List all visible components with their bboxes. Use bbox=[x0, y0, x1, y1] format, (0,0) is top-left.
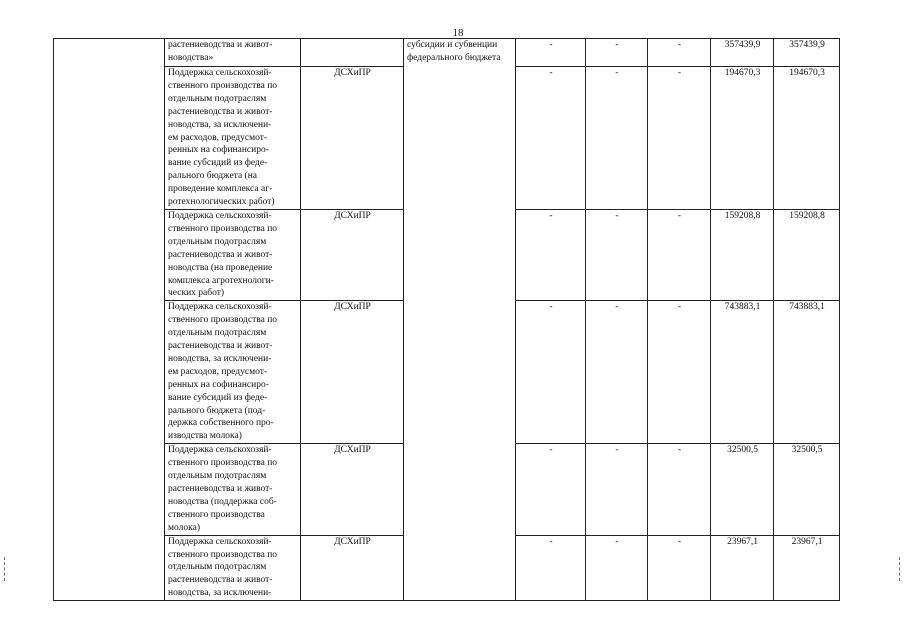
scan-edge-mark-left bbox=[4, 557, 9, 581]
amount-cell: 194670,3 bbox=[711, 67, 774, 210]
column-3-cell: - bbox=[648, 39, 711, 67]
total-cell: 23967,1 bbox=[774, 535, 840, 601]
row-executor: ДСХиПР bbox=[334, 445, 371, 456]
amount-cell: 159208,8 bbox=[711, 209, 774, 300]
executor-cell bbox=[301, 535, 404, 601]
total-cell: 357439,9 bbox=[774, 39, 840, 67]
row-description: Поддержка сельскохозяй- ственного производства по отдельным подотраслям растениеводства и живот- новодства (поддержка соб- ственного производства молока) bbox=[168, 445, 278, 533]
description-cell bbox=[165, 444, 301, 535]
executor-cell bbox=[301, 444, 404, 535]
description-cell bbox=[165, 535, 301, 601]
total-cell: 743883,1 bbox=[774, 301, 840, 444]
column-2-cell: - bbox=[586, 301, 648, 444]
row-description: Поддержка сельскохозяй- ственного производства по отдельным подотраслям растениеводства и живот- новодства, за исключени- ем расходов, предусмот- ренных на софинансиро- вание субсидий из феде- рального бюджета (под- держка собственного про- изводства молока) bbox=[168, 302, 278, 442]
column-2-cell: - bbox=[586, 209, 648, 300]
row-description: Поддержка сельскохозяй- ственного производства по отдельным подотраслям растениеводства и живот- новодства (на проведение комплекса агротехнологи- ческих работ) bbox=[168, 210, 278, 299]
column-1-cell: - bbox=[516, 444, 586, 535]
amount-cell: 743883,1 bbox=[711, 301, 774, 444]
total-cell: 32500,5 bbox=[774, 444, 840, 535]
column-1-cell: - bbox=[516, 301, 586, 444]
amount-cell: 23967,1 bbox=[711, 535, 774, 601]
source-cell bbox=[404, 39, 516, 601]
column-1-cell: - bbox=[516, 39, 586, 67]
description-cell bbox=[165, 39, 301, 67]
column-3-cell: - bbox=[648, 67, 711, 210]
column-2-cell: - bbox=[586, 67, 648, 210]
description-cell bbox=[165, 301, 301, 444]
scan-edge-mark-right bbox=[899, 557, 904, 581]
column-2-cell: - bbox=[586, 535, 648, 601]
row-executor: ДСХиПР bbox=[334, 210, 371, 221]
executor-cell bbox=[301, 301, 404, 444]
description-cell bbox=[165, 67, 301, 210]
column-1-cell: - bbox=[516, 535, 586, 601]
row-executor: ДСХиПР bbox=[334, 302, 371, 313]
row-description: растениеводства и живот- новодства» bbox=[168, 40, 273, 63]
row-source: субсидии и субвенции федерального бюджета bbox=[407, 40, 501, 63]
executor-cell bbox=[301, 39, 404, 67]
page-number: 18 bbox=[452, 27, 464, 39]
total-cell: 159208,8 bbox=[774, 209, 840, 300]
column-3-cell: - bbox=[648, 444, 711, 535]
executor-cell bbox=[301, 67, 404, 210]
column-2-cell: - bbox=[586, 39, 648, 67]
row-executor: ДСХиПР bbox=[334, 68, 371, 78]
description-cell bbox=[165, 209, 301, 300]
budget-table bbox=[53, 38, 840, 601]
row-description: Поддержка сельскохозяй- ственного производства по отдельным подотраслям растениеводства и живот- новодства, за исключени- ем расходов, предусмот- ренных на софинансиро- вание субсидий из феде- рального бюджета (на проведение комплекса аг- ротехнологических работ) bbox=[168, 68, 278, 208]
table-row bbox=[54, 39, 840, 67]
column-3-cell: - bbox=[648, 301, 711, 444]
row-description: Поддержка сельскохозяй- ственного производства по отдельным подотраслям растениеводства и живот- новодства, за исключени- bbox=[168, 536, 278, 599]
executor-cell bbox=[301, 209, 404, 300]
column-1-cell: - bbox=[516, 209, 586, 300]
number-cell bbox=[54, 39, 165, 601]
column-2-cell: - bbox=[586, 444, 648, 535]
amount-cell: 32500,5 bbox=[711, 444, 774, 535]
column-3-cell: - bbox=[648, 209, 711, 300]
amount-cell: 357439,9 bbox=[711, 39, 774, 67]
total-cell: 194670,3 bbox=[774, 67, 840, 210]
column-3-cell: - bbox=[648, 535, 711, 601]
row-executor: ДСХиПР bbox=[334, 536, 371, 547]
column-1-cell: - bbox=[516, 67, 586, 210]
